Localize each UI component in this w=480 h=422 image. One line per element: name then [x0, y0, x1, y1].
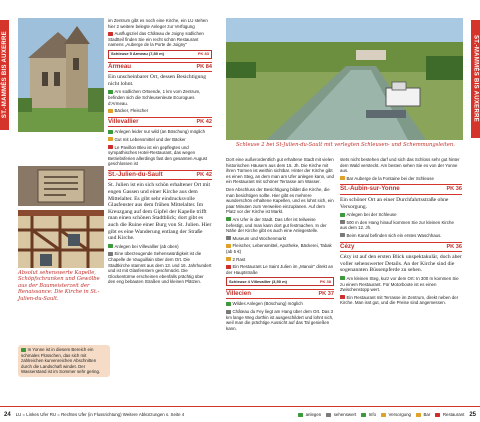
- col3-item-2: Museum und Wochenmarkt: [226, 236, 334, 242]
- column-2: [108, 18, 212, 287]
- shop-icon: [108, 137, 113, 141]
- caption-left: Absolut sehenswerte Kapelle, Schöpfschranken und Gewölbe aus der Baumeisterzeit der Renaissance: Die Kirche in St.-Julien-du-Sault.: [18, 270, 100, 302]
- side-tab-right: ST.-MAMMÈS BIS AUXERRE: [471, 20, 480, 138]
- legend-bar: Bar: [416, 412, 430, 417]
- info-icon: [361, 413, 366, 417]
- mooring-icon: [298, 413, 303, 417]
- column-4: [340, 157, 462, 308]
- col2-top-1: im Zentrum gibt es noch eine Kirche, ein LU stehen hier 2 weitere belegte Anleger zur Verfügung: [108, 18, 208, 29]
- page-footer: [0, 406, 480, 422]
- lock-box-1: Schleuse 5 Armeau (7,80 m) PK 83: [108, 50, 212, 59]
- sight-icon: [340, 233, 345, 237]
- col4-item-1: Bar Auberge de la Fontaine bei der Schleuse: [340, 176, 462, 182]
- aubin-item-3: Beim Kanal befinden sich ein erstes Waschhaus.: [340, 233, 462, 239]
- col4-text-1: stets nicht bestehen darf und sich das Schloss sehr gut hinter dem Wald versteckt. Am besten sehen Sie es von der Yonne aus.: [340, 157, 460, 174]
- armeau-item-1: Am südlichen Ortsende, 1 km vom Zentrum, befinden sich die Schleusenleute Ecurogues d’Armeau.: [108, 89, 201, 106]
- sight-icon: [226, 310, 231, 314]
- mooring-icon: [108, 130, 113, 134]
- shop-icon: [226, 244, 231, 248]
- page-number-right: 25: [469, 411, 476, 418]
- restaurant-icon: [340, 295, 345, 299]
- julien-item-2: Eine überzeugende Sehenswürdigkeit ist die Chapelle de Vauguillain über dem Ort. Die Stadtkirche stammt aus dem 13. und 16. Jahrhundert und ist mit Glasfenstern geschmückt. Die Glockentürme erscheinen ebenfalls prächtig über den eng bebauten Straßen und kleinen Plätzen.: [108, 251, 212, 285]
- villecien-item-1: Wildes Anlegen (Böschung) möglich: [226, 301, 334, 307]
- legend-restaurant: Restaurant: [435, 412, 464, 417]
- restaurant-icon: [435, 413, 440, 417]
- col3-text-1: Dort eine außerordentlich gut erhaltene Stadt mit vielen historischen Häusern aus dem 15. Jh. Die Kirche mit ihren Türmen ist weithin sichtbar. Hinter der Kirche gibt es einen Steg, an dem man am Ufer anlegen kann, und ein Restaurant mit schöner Terrasse am Wasser.: [226, 157, 334, 185]
- sight-icon: [326, 413, 331, 417]
- restaurant-icon: [108, 32, 113, 36]
- col3-item-4: 2 Rast: [226, 257, 334, 263]
- plaque-photo: [18, 166, 104, 206]
- side-tab-left: ST.-MAMMÈS BIS AUXERRE: [0, 20, 9, 130]
- caption-photo: Schleuse 2 bei St-Julien-du-Sault mit verlegten Schleusen- und Schemmungsleiten.: [236, 142, 455, 148]
- footer-abbreviations: LU = Linkes Ufer RU = Rechtes Ufer (in Flussrichtung) Weitere Abkürzungen s. Seite 4: [15, 412, 185, 417]
- cezy-text: Cézy ist auf den ersten Blick unspektakulär, doch aber voller sehenswerter Details. An der Kirche sind die sogenannten Büssenpferde zu sehen.: [340, 254, 462, 274]
- cezy-item-2: Ein Restaurant mit Terrasse im Zentrum, direkt neben der Kirche. Man isst gut, und die Preise sind angemessen.: [340, 294, 459, 306]
- sight-icon: [108, 252, 113, 256]
- mooring-icon: [340, 276, 345, 280]
- legend-anlegen: anlegen: [298, 412, 321, 417]
- sight-icon: [226, 236, 231, 240]
- sight-icon: [340, 220, 345, 224]
- aubin-item-1: Anlegen bei der Schleuse: [340, 212, 462, 218]
- column-3: [226, 157, 334, 333]
- col3-text-2: Den Abschluss der Besichtigung bildet die Kirche, die man besichtigen sollte. Hier gibt es mehrere wunderschön erhaltene Kapellen, und es lohnt sich, ein paar Minuten zum Verweilen einzuplanen. Auf dem Platz vor der Kirche ist Markt.: [226, 186, 334, 215]
- legend-info: Info: [361, 412, 376, 417]
- heading-st-julien: St.-Julien-du-Sault PK 42: [108, 170, 212, 181]
- page-number-left: 24: [4, 411, 11, 418]
- aubin-item-2: 500 m den Hang hinauf kommen Sie zur kleinen Kirche aus dem 12. Jh.: [340, 219, 454, 231]
- villevallier-item-1: Anlegen leider nur wild (an Böschung) möglich: [108, 129, 212, 135]
- heading-armeau: Armeau PK 84: [108, 62, 212, 73]
- note-left: In Yonne ist in diesem Bereich ein schmales Flüsschen, das sich mit zahlreichen kurvenreichen Abschnitten durch die Landschaft windet. Der Wasserstand ist im Sommer sehr gering.: [18, 345, 110, 377]
- julien-item-1: Anlegen bei Villevallier (ab oben): [108, 244, 212, 250]
- armeau-text: Ein unscheinbarer Ort, dessen Besichtigung nicht lohnt.: [108, 74, 207, 87]
- halftimber-photo: [18, 210, 104, 268]
- heading-villevallier: Villevallier PK 42: [108, 117, 212, 128]
- info-icon: [21, 348, 26, 352]
- legend-sehenswert: sehenswert: [326, 412, 356, 417]
- church-photo: [18, 18, 104, 132]
- heading-villecien: Villecien PK 37: [226, 289, 334, 300]
- col3-item-3: Fleischer, Lebensmittel, Apotheke, Bäckerei, Tabak (ab 5 €): [226, 243, 332, 254]
- mooring-icon: [226, 217, 231, 221]
- bar-icon: [226, 257, 231, 261]
- legend-versorgung: Versorgung: [381, 412, 411, 417]
- col3-item-1: Am Ufer in der Stadt. Das Ufer ist teilweise befestigt, und man kann dort gut festmachen. In der Nähe der Kirche gibt es auch eine Anlegestelle.: [226, 216, 327, 234]
- restaurant-icon: [226, 265, 231, 269]
- villevallier-item-2: Gut mit Lebensmittel und der Bäcker: [108, 137, 212, 143]
- mooring-icon: [108, 244, 113, 248]
- bar-icon: [340, 176, 345, 180]
- villevallier-item-3: Le Pavillon Bleu ist ein gepflegtes und sympathisches Hotel-Restaurant, das wegen Betriebsferien allerdings fast den gesamten August geschlossen ist: [108, 144, 208, 167]
- canal-lock-photo: [226, 18, 463, 140]
- heading-cezy: Cézy PK 36: [340, 242, 462, 253]
- villecien-item-2: Château du Fey liegt am Hang über dem Ort. Das 3 km lange Weg dorthin ist ausgeschildert und lohnt sich, weil man die prächtige Aussicht auf das Tal genießen kann.: [226, 309, 334, 331]
- heading-st-aubin: St.-Aubin-sur-Yonne PK 36: [340, 184, 462, 195]
- mooring-icon: [340, 213, 345, 217]
- bar-icon: [416, 413, 421, 417]
- armeau-item-2: Bäcker, Fleischer: [108, 108, 212, 114]
- shop-icon: [108, 109, 113, 113]
- mooring-icon: [226, 302, 231, 306]
- julien-text: St. Julien ist ein sich schön erhaltener Ort mit engen Gassen und einer Kirche aus dem Mittelalter. Es gibt sehr eindrucksvolle Glasfenster aus dem frühen Mittelalter. Im Kreuzgang auf dem Gipfel der Kapelle trifft man einen schönen Stadtblick; dort gibt es auch die Ruine einer Burg von St. Julien. Hier gibt es eine Wanderung entlang der Straße und Kirche.: [108, 182, 212, 242]
- restaurant-icon: [108, 145, 113, 149]
- aubin-text: Ein schöner Ort an einer Durchfahrtsstraße ohne Versorgung.: [340, 196, 449, 210]
- lock-box-2: Schleuse 4 Villevallier (3,50 m) PK 38: [226, 277, 334, 286]
- col3-item-5: Ein Restaurant Le Saint Julien im „Manoir“ direkt an der Hauptstraße: [226, 264, 334, 275]
- col2-top-2: Ausflugsziel das Château de Joigny südlichen Stadtteil finden Sie ein recht schön Restaurant namens „Auberge de la Porte de Joigny“: [108, 31, 204, 48]
- shop-icon: [381, 413, 386, 417]
- mooring-icon: [108, 90, 113, 94]
- cezy-item-1: Am kleinen Steg, kurz vor dem Ort: In 300 m kommen Sie zu einem Restaurant. Für Motorboote ist es einen Zwischenstopp wert.: [340, 275, 459, 293]
